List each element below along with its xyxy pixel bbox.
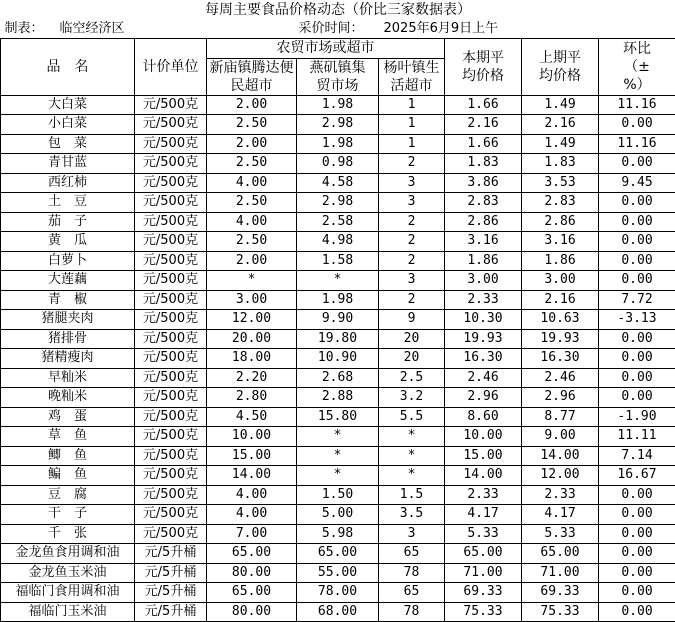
table-body xyxy=(1,95,675,622)
item-unit: 元/500克 xyxy=(135,485,207,505)
item-unit: 元/500克 xyxy=(135,407,207,427)
price-market2: * xyxy=(297,466,379,486)
price-change: 0.00 xyxy=(599,485,675,505)
table-row xyxy=(1,115,675,135)
price-avg-prev: 69.33 xyxy=(522,583,599,603)
header-market-group: 农贸市场或超市 xyxy=(207,39,445,59)
table-row xyxy=(1,251,675,271)
price-avg-current: 2.33 xyxy=(445,485,522,505)
price-avg-prev: 1.49 xyxy=(522,95,599,115)
time-info xyxy=(297,20,522,39)
price-market3: 3 xyxy=(379,271,445,291)
price-change: 0.00 xyxy=(599,193,675,213)
price-market3: 3 xyxy=(379,524,445,544)
price-avg-current: 19.93 xyxy=(445,329,522,349)
price-market1: 80.00 xyxy=(207,602,297,622)
item-unit: 元/500克 xyxy=(135,427,207,447)
price-change: 7.72 xyxy=(599,290,675,310)
price-market1: 12.00 xyxy=(207,310,297,330)
price-avg-prev: 65.00 xyxy=(522,544,599,564)
item-name: 青 椒 xyxy=(1,290,135,310)
item-name: 小白菜 xyxy=(1,115,135,135)
price-market1: 4.00 xyxy=(207,505,297,525)
price-market2: 55.00 xyxy=(297,563,379,583)
price-avg-current: 69.33 xyxy=(445,583,522,603)
price-avg-prev: 2.46 xyxy=(522,368,599,388)
item-unit: 元/5升桶 xyxy=(135,602,207,622)
price-market2: 78.00 xyxy=(297,583,379,603)
item-name: 猪腿夹肉 xyxy=(1,310,135,330)
price-avg-prev: 2.96 xyxy=(522,388,599,408)
item-name: 晚籼米 xyxy=(1,388,135,408)
header-avg-prev: 上期平均价格 xyxy=(522,39,599,96)
price-change: 0.00 xyxy=(599,115,675,135)
price-market3: 1.5 xyxy=(379,485,445,505)
price-market2: 5.98 xyxy=(297,524,379,544)
price-change: 0.00 xyxy=(599,271,675,291)
price-avg-current: 1.83 xyxy=(445,154,522,174)
item-name: 福临门食用调和油 xyxy=(1,583,135,603)
price-market3: 3 xyxy=(379,173,445,193)
price-market2: * xyxy=(297,446,379,466)
price-avg-prev: 3.00 xyxy=(522,271,599,291)
item-unit: 元/500克 xyxy=(135,446,207,466)
item-name: 大白菜 xyxy=(1,95,135,115)
table-row xyxy=(1,193,675,213)
item-unit: 元/500克 xyxy=(135,95,207,115)
price-market1: 2.20 xyxy=(207,368,297,388)
table-row xyxy=(1,232,675,252)
price-market1: 18.00 xyxy=(207,349,297,369)
item-name: 猪排骨 xyxy=(1,329,135,349)
price-market2: 1.58 xyxy=(297,251,379,271)
price-avg-prev: 9.00 xyxy=(522,427,599,447)
price-market1: 15.00 xyxy=(207,446,297,466)
price-market3: 65 xyxy=(379,544,445,564)
maker-label: 制表： xyxy=(5,21,44,36)
price-market2: * xyxy=(297,271,379,291)
price-market2: 4.98 xyxy=(297,232,379,252)
price-change: 0.00 xyxy=(599,505,675,525)
price-avg-prev: 1.49 xyxy=(522,134,599,154)
item-name: 金龙鱼玉米油 xyxy=(1,563,135,583)
price-market3: 65 xyxy=(379,583,445,603)
item-unit: 元/500克 xyxy=(135,329,207,349)
price-market1: 2.50 xyxy=(207,115,297,135)
table-row xyxy=(1,524,675,544)
price-market1: 20.00 xyxy=(207,329,297,349)
table-row xyxy=(1,349,675,369)
price-market2: 5.00 xyxy=(297,505,379,525)
price-avg-prev: 2.16 xyxy=(522,290,599,310)
price-market3: 3.2 xyxy=(379,388,445,408)
table-row xyxy=(1,329,675,349)
price-change: 0.00 xyxy=(599,329,675,349)
item-name: 黄 瓜 xyxy=(1,232,135,252)
item-unit: 元/500克 xyxy=(135,524,207,544)
price-market3: 3 xyxy=(379,193,445,213)
price-market2: 0.98 xyxy=(297,154,379,174)
price-change: 11.11 xyxy=(599,427,675,447)
table-row xyxy=(1,407,675,427)
price-change: 0.00 xyxy=(599,583,675,603)
price-avg-prev: 19.93 xyxy=(522,329,599,349)
price-market2: 15.80 xyxy=(297,407,379,427)
item-unit: 元/500克 xyxy=(135,466,207,486)
price-market3: 78 xyxy=(379,563,445,583)
table-row xyxy=(1,583,675,603)
header-unit: 计价单位 xyxy=(135,39,207,96)
price-market2: 2.98 xyxy=(297,193,379,213)
price-avg-current: 4.17 xyxy=(445,505,522,525)
item-name: 猪精瘦肉 xyxy=(1,349,135,369)
price-market3: * xyxy=(379,446,445,466)
price-avg-current: 2.16 xyxy=(445,115,522,135)
price-change: 0.00 xyxy=(599,388,675,408)
price-avg-prev: 75.33 xyxy=(522,602,599,622)
price-avg-prev: 12.00 xyxy=(522,466,599,486)
table-row xyxy=(1,466,675,486)
item-unit: 元/500克 xyxy=(135,388,207,408)
price-market3: 2 xyxy=(379,290,445,310)
price-avg-current: 3.00 xyxy=(445,271,522,291)
price-avg-current: 14.00 xyxy=(445,466,522,486)
price-avg-current: 16.30 xyxy=(445,349,522,369)
price-avg-prev: 3.53 xyxy=(522,173,599,193)
price-market1: 4.50 xyxy=(207,407,297,427)
table-row xyxy=(1,310,675,330)
price-market2: 1.98 xyxy=(297,95,379,115)
price-market3: 2 xyxy=(379,154,445,174)
table-row xyxy=(1,505,675,525)
price-market3: 20 xyxy=(379,349,445,369)
price-avg-current: 1.86 xyxy=(445,251,522,271)
price-avg-current: 1.66 xyxy=(445,95,522,115)
maker-info xyxy=(1,20,207,39)
price-market1: 80.00 xyxy=(207,563,297,583)
item-unit: 元/500克 xyxy=(135,310,207,330)
price-avg-prev: 4.17 xyxy=(522,505,599,525)
item-unit: 元/500克 xyxy=(135,115,207,135)
item-name: 茄 子 xyxy=(1,212,135,232)
item-unit: 元/500克 xyxy=(135,193,207,213)
item-unit: 元/500克 xyxy=(135,251,207,271)
item-unit: 元/500克 xyxy=(135,134,207,154)
price-market2: 2.88 xyxy=(297,388,379,408)
price-change: 16.67 xyxy=(599,466,675,486)
price-market3: * xyxy=(379,427,445,447)
price-avg-current: 2.86 xyxy=(445,212,522,232)
price-avg-current: 71.00 xyxy=(445,563,522,583)
price-market1: 2.50 xyxy=(207,232,297,252)
price-market2: 1.50 xyxy=(297,485,379,505)
price-avg-current: 2.83 xyxy=(445,193,522,213)
price-market2: 1.98 xyxy=(297,290,379,310)
header-market2: 燕矶镇集贸市场 xyxy=(297,58,379,95)
item-unit: 元/5升桶 xyxy=(135,563,207,583)
price-market2: 10.90 xyxy=(297,349,379,369)
price-market3: 2.5 xyxy=(379,368,445,388)
price-change: 0.00 xyxy=(599,212,675,232)
price-change: 0.00 xyxy=(599,602,675,622)
price-market2: 2.68 xyxy=(297,368,379,388)
item-name: 包 菜 xyxy=(1,134,135,154)
price-change: 0.00 xyxy=(599,349,675,369)
price-avg-current: 10.30 xyxy=(445,310,522,330)
price-market3: 1 xyxy=(379,115,445,135)
price-avg-current: 2.33 xyxy=(445,290,522,310)
price-market2: 2.98 xyxy=(297,115,379,135)
price-change: -3.13 xyxy=(599,310,675,330)
item-unit: 元/500克 xyxy=(135,349,207,369)
price-market1: 2.00 xyxy=(207,251,297,271)
price-market3: 9 xyxy=(379,310,445,330)
item-name: 西红柿 xyxy=(1,173,135,193)
price-change: 0.00 xyxy=(599,524,675,544)
table-row xyxy=(1,368,675,388)
item-name: 白萝卜 xyxy=(1,251,135,271)
price-avg-prev: 2.16 xyxy=(522,115,599,135)
price-avg-current: 5.33 xyxy=(445,524,522,544)
price-market1: 2.80 xyxy=(207,388,297,408)
item-name: 青甘蓝 xyxy=(1,154,135,174)
price-avg-prev: 5.33 xyxy=(522,524,599,544)
price-market1: 2.50 xyxy=(207,193,297,213)
price-avg-prev: 2.86 xyxy=(522,212,599,232)
item-unit: 元/500克 xyxy=(135,290,207,310)
item-name: 大莲藕 xyxy=(1,271,135,291)
price-market1: 2.00 xyxy=(207,134,297,154)
item-name: 鳊 鱼 xyxy=(1,466,135,486)
price-market2: 68.00 xyxy=(297,602,379,622)
item-name: 干 子 xyxy=(1,505,135,525)
price-avg-prev: 2.83 xyxy=(522,193,599,213)
item-unit: 元/500克 xyxy=(135,232,207,252)
table-row xyxy=(1,154,675,174)
price-change: 7.14 xyxy=(599,446,675,466)
price-market1: 14.00 xyxy=(207,466,297,486)
header-name: 品 名 xyxy=(1,39,135,96)
item-unit: 元/5升桶 xyxy=(135,583,207,603)
price-avg-current: 8.60 xyxy=(445,407,522,427)
header-avg-current: 本期平均价格 xyxy=(445,39,522,96)
table-row xyxy=(1,602,675,622)
item-name: 鸡 蛋 xyxy=(1,407,135,427)
price-market2: 19.80 xyxy=(297,329,379,349)
price-market1: 10.00 xyxy=(207,427,297,447)
price-avg-prev: 2.33 xyxy=(522,485,599,505)
header-change: 环比（±%） xyxy=(599,39,675,96)
item-unit: 元/500克 xyxy=(135,154,207,174)
price-change: 9.45 xyxy=(599,173,675,193)
price-market3: * xyxy=(379,466,445,486)
price-market3: 5.5 xyxy=(379,407,445,427)
price-avg-current: 3.16 xyxy=(445,232,522,252)
price-market2: 9.90 xyxy=(297,310,379,330)
price-change: 0.00 xyxy=(599,563,675,583)
time-value: 2025年6月9日上午 xyxy=(384,21,499,36)
price-change: 0.00 xyxy=(599,251,675,271)
table-row xyxy=(1,212,675,232)
price-market1: 2.50 xyxy=(207,154,297,174)
price-market3: 1 xyxy=(379,95,445,115)
price-market2: 2.58 xyxy=(297,212,379,232)
price-avg-current: 2.96 xyxy=(445,388,522,408)
table-row xyxy=(1,173,675,193)
table-row xyxy=(1,427,675,447)
price-change: 0.00 xyxy=(599,368,675,388)
price-avg-prev: 1.83 xyxy=(522,154,599,174)
price-change: 0.00 xyxy=(599,232,675,252)
table-row xyxy=(1,446,675,466)
price-market3: 2 xyxy=(379,212,445,232)
table-row xyxy=(1,290,675,310)
header-market1: 新庙镇腾达便民超市 xyxy=(207,58,297,95)
item-name: 鲫 鱼 xyxy=(1,446,135,466)
table-row xyxy=(1,95,675,115)
item-unit: 元/500克 xyxy=(135,505,207,525)
price-market2: * xyxy=(297,427,379,447)
item-unit: 元/500克 xyxy=(135,212,207,232)
item-name: 福临门玉米油 xyxy=(1,602,135,622)
price-market1: 65.00 xyxy=(207,583,297,603)
price-change: 0.00 xyxy=(599,154,675,174)
price-avg-current: 10.00 xyxy=(445,427,522,447)
price-market3: 3.5 xyxy=(379,505,445,525)
item-name: 早籼米 xyxy=(1,368,135,388)
price-avg-prev: 71.00 xyxy=(522,563,599,583)
item-name: 土 豆 xyxy=(1,193,135,213)
price-avg-current: 2.46 xyxy=(445,368,522,388)
time-label: 采价时间： xyxy=(299,21,364,36)
price-avg-current: 15.00 xyxy=(445,446,522,466)
table-row xyxy=(1,134,675,154)
price-avg-prev: 14.00 xyxy=(522,446,599,466)
price-market3: 20 xyxy=(379,329,445,349)
maker-value: 临空经济区 xyxy=(60,21,125,36)
price-market3: 2 xyxy=(379,232,445,252)
table-row xyxy=(1,485,675,505)
price-avg-prev: 10.63 xyxy=(522,310,599,330)
price-market2: 4.58 xyxy=(297,173,379,193)
item-unit: 元/5升桶 xyxy=(135,544,207,564)
table-row xyxy=(1,544,675,564)
item-unit: 元/500克 xyxy=(135,368,207,388)
price-avg-prev: 8.77 xyxy=(522,407,599,427)
price-market2: 65.00 xyxy=(297,544,379,564)
price-change: -1.90 xyxy=(599,407,675,427)
price-avg-prev: 1.86 xyxy=(522,251,599,271)
price-market1: 2.00 xyxy=(207,95,297,115)
price-market1: 7.00 xyxy=(207,524,297,544)
price-market1: 4.00 xyxy=(207,173,297,193)
price-market1: * xyxy=(207,271,297,291)
table-row xyxy=(1,563,675,583)
item-name: 金龙鱼食用调和油 xyxy=(1,544,135,564)
item-unit: 元/500克 xyxy=(135,271,207,291)
price-market3: 78 xyxy=(379,602,445,622)
price-market3: 2 xyxy=(379,251,445,271)
item-name: 千 张 xyxy=(1,524,135,544)
price-avg-current: 65.00 xyxy=(445,544,522,564)
price-avg-current: 3.86 xyxy=(445,173,522,193)
price-market3: 1 xyxy=(379,134,445,154)
price-market2: 1.98 xyxy=(297,134,379,154)
price-avg-current: 1.66 xyxy=(445,134,522,154)
page-title: 每周主要食品价格动态（价比三家数据表） xyxy=(1,0,675,20)
price-avg-prev: 3.16 xyxy=(522,232,599,252)
price-market1: 4.00 xyxy=(207,485,297,505)
item-unit: 元/500克 xyxy=(135,173,207,193)
price-market1: 3.00 xyxy=(207,290,297,310)
price-market1: 4.00 xyxy=(207,212,297,232)
price-change: 11.16 xyxy=(599,95,675,115)
header-market3: 杨叶镇生活超市 xyxy=(379,58,445,95)
table-row xyxy=(1,271,675,291)
price-market1: 65.00 xyxy=(207,544,297,564)
item-name: 豆 腐 xyxy=(1,485,135,505)
table-row xyxy=(1,388,675,408)
price-avg-prev: 16.30 xyxy=(522,349,599,369)
price-change: 11.16 xyxy=(599,134,675,154)
price-avg-current: 75.33 xyxy=(445,602,522,622)
item-name: 草 鱼 xyxy=(1,427,135,447)
price-change: 0.00 xyxy=(599,544,675,564)
